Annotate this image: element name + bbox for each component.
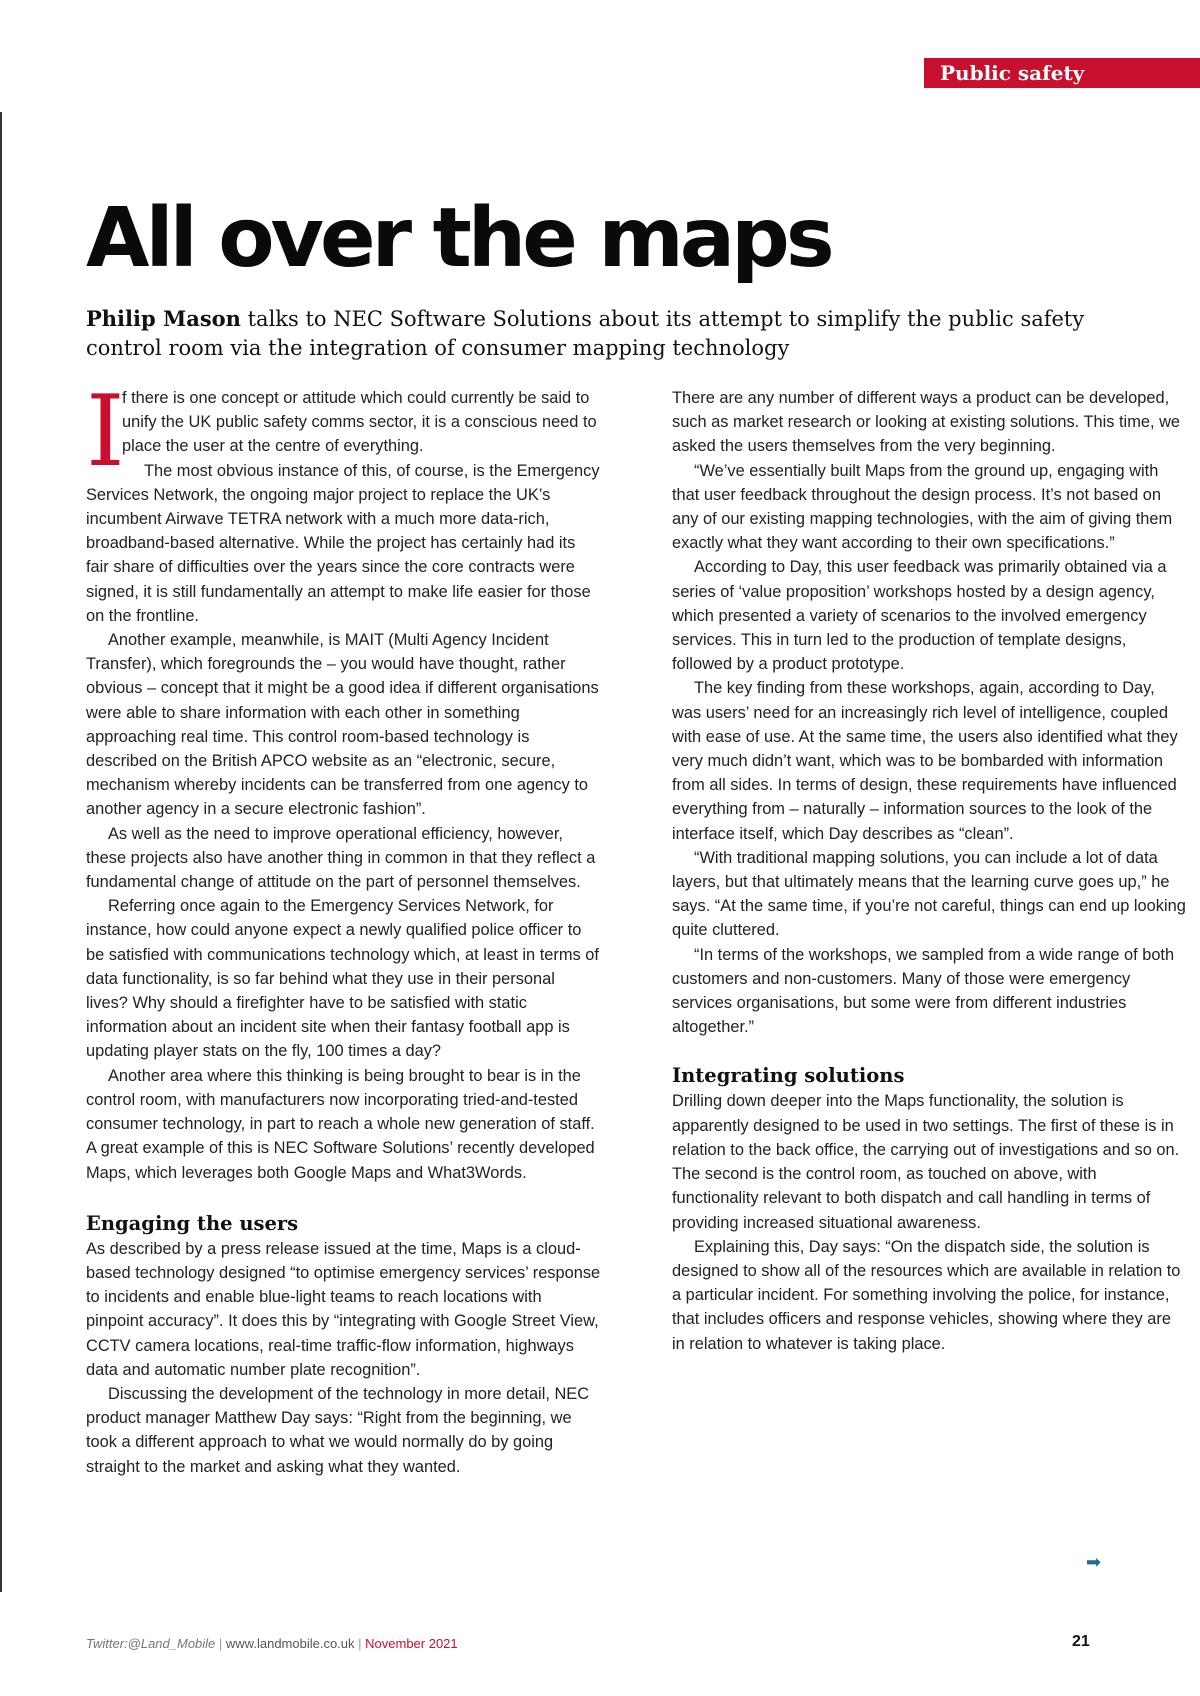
- paragraph: According to Day, this user feedback was primarily obtained via a series of ‘value proposition’ workshops hosted by a design agency, which presented a variety of scenarios to the involved emergency services. This in turn led to the production of template designs, followed by a product prototype.: [672, 558, 1167, 674]
- standfirst-text: talks to NEC Software Solutions about its attempt to simplify the public safety control room via the integration of consumer mapping technology: [86, 307, 1085, 360]
- footer: [86, 1636, 458, 1651]
- paragraph: Drilling down deeper into the Maps functionality, the solution is apparently designed to be used in two settings. The first of these is in relation to the back office, the carrying out of investigations and so on. The second is the control room, as touched on above, with functionality relevant to both dispatch and call handling in terms of providing increased situational awareness.: [672, 1092, 1180, 1232]
- footer-separator: |: [354, 1636, 366, 1651]
- standfirst: [86, 304, 1086, 363]
- article-title: All over the maps: [86, 191, 831, 286]
- subheading-engaging-users: Engaging the users: [86, 1211, 299, 1235]
- continue-arrow-icon: ➡: [1086, 1552, 1102, 1572]
- paragraph: Discussing the development of the technology in more detail, NEC product manager Matthew Day says: “Right from the beginning, we took a different approach to what we would normally do by going straight to the market and asking what they wanted.: [86, 1384, 590, 1476]
- right-column: [672, 386, 1187, 1356]
- page-edge-rule: [0, 112, 2, 1592]
- section-label: Public safety: [924, 58, 1200, 88]
- paragraph: f there is one concept or attitude which could currently be said to unify the UK public safety comms sector, it is a conscious need to place the user at the centre of everything.: [122, 389, 597, 456]
- left-column: [86, 375, 601, 1479]
- footer-website: www.landmobile.co.uk: [225, 1636, 355, 1651]
- paragraph: Another example, meanwhile, is MAIT (Multi Agency Incident Transfer), which foregrounds the – you would have thought, rather obvious – concept that it might be a good idea if different organisations were able to share information with each other in something approaching real time. This control room-based technology is described on the British APCO website as an “electronic, secure, mechanism whereby incidents can be transferred from one agency to another agency in a secure electronic fashion”.: [86, 631, 599, 819]
- paragraph: The key finding from these workshops, again, according to Day, was users’ need for an increasingly rich level of intelligence, coupled with ease of use. At the same time, the users also identified what they very much didn’t want, which was to be bombarded with information from all sides. In terms of design, these requirements have influenced everything from – naturally – information sources to the look of the interface itself, which Day describes as “clean”.: [672, 679, 1178, 843]
- footer-separator: |: [215, 1636, 226, 1651]
- footer-twitter: Twitter:@Land_Mobile: [86, 1636, 216, 1651]
- paragraph: “With traditional mapping solutions, you can include a lot of data layers, but that ultimately means that the learning curve goes up,” he says. “At the same time, if you’re not careful, things can end up looking quite cluttered.: [672, 848, 1186, 940]
- drop-cap: I: [86, 375, 125, 489]
- paragraph: As described by a press release issued at the time, Maps is a cloud-based technology designed “to optimise emergency services’ response to incidents and enable blue-light teams to reach locations with pinpoint accuracy”. It does this by “integrating with Google Street View, CCTV camera locations, real-time traffic-flow information, highways data and automatic number plate recognition”.: [86, 1239, 601, 1379]
- paragraph: As well as the need to improve operational efficiency, however, these projects also have another thing in common in that they reflect a fundamental change of attitude on the part of personnel themselves.: [86, 824, 596, 892]
- paragraph: The most obvious instance of this, of course, is the Emergency Services Network, the ongoing major project to replace the UK’s incumbent Airwave TETRA network with a much more data-rich, broadband-based alternative. While the project has certainly had its fair share of difficulties over the years since the core contracts were signed, it is still fundamentally an attempt to make life easier for those on the frontline.: [86, 461, 600, 625]
- paragraph: There are any number of different ways a product can be developed, such as market research or looking at existing solutions. This time, we asked the users themselves from the very beginning.: [672, 389, 1181, 456]
- paragraph: “In terms of the workshops, we sampled from a wide range of both customers and non-customers. Many of those were emergency services organisations, but some were from different industries altogether.”: [672, 945, 1175, 1037]
- footer-date: November 2021: [365, 1636, 458, 1651]
- author-name: Philip Mason: [86, 306, 241, 331]
- subheading-integrating-solutions: Integrating solutions: [672, 1064, 905, 1088]
- paragraph: Explaining this, Day says: “On the dispatch side, the solution is designed to show all of the resources which are available in relation to a particular incident. For something involving the police, for instance, that includes officers and response vehicles, showing where they are in relation to whatever is taking place.: [672, 1237, 1181, 1353]
- page-number: 21: [1072, 1633, 1090, 1650]
- paragraph: Referring once again to the Emergency Services Network, for instance, how could anyone expect a newly qualified police officer to be satisfied with communications technology which, at least in terms of data functionality, is so far behind what they use in their personal lives? Why should a firefighter have to be satisfied with static information about an incident site when their fantasy football app is updating player stats on the fly, 100 times a day?: [86, 897, 599, 1061]
- paragraph: Another area where this thinking is being brought to bear is in the control room, with manufacturers now incorporating tried-and-tested consumer technology, in part to reach a whole new generation of staff. A great example of this is NEC Software Solutions’ recently developed Maps, which leverages both Google Maps and What3Words.: [86, 1066, 595, 1182]
- paragraph: “We’ve essentially built Maps from the ground up, engaging with that user feedback throughout the design process. It’s not based on any of our existing mapping technologies, with the aim of giving them exactly what they want according to their own specifications.”: [672, 461, 1173, 553]
